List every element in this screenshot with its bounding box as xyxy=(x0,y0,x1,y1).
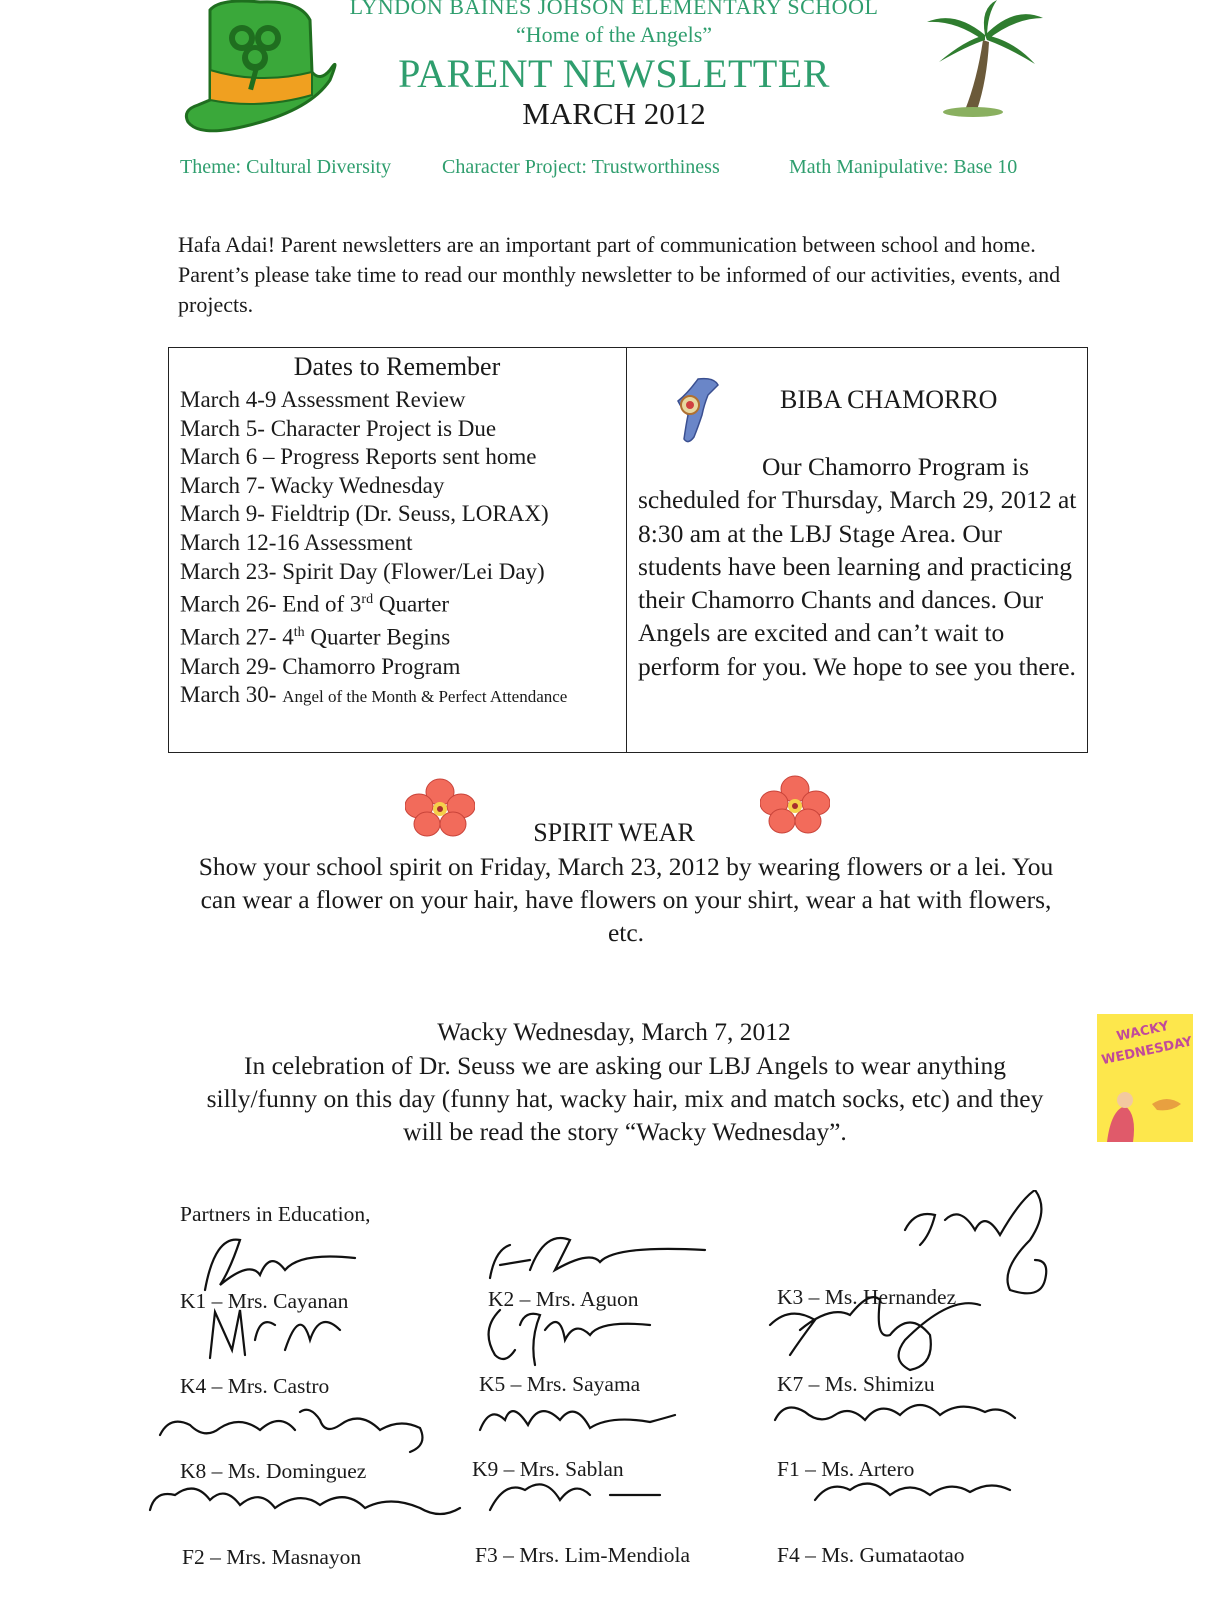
spirit-wear-title: SPIRIT WEAR xyxy=(533,818,695,847)
theme-label: Theme: Cultural Diversity xyxy=(180,156,392,178)
date-item: March 5- Character Project is Due xyxy=(180,415,497,441)
guam-island-icon xyxy=(668,375,728,452)
school-motto: “Home of the Angels” xyxy=(515,22,713,47)
partner-k2: K2 – Mrs. Aguon xyxy=(488,1287,639,1311)
biba-paragraph: Our Chamorro Program is scheduled for Thursday, March 29, 2012 at 8:30 am at the LBJ Stage Area. Our students have been learning and practicing their Chamorro Chants and dances. Our Angels are excited and can’t wait to perform for you. We hope to see you there. xyxy=(638,452,1077,681)
math-manipulative-label: Math Manipulative: Base 10 xyxy=(789,156,1018,178)
date-item: March 26- End of 3rd Quarter xyxy=(180,591,450,617)
partner-f4: F4 – Ms. Gumataotao xyxy=(777,1543,965,1567)
partner-k1: K1 – Mrs. Cayanan xyxy=(180,1289,349,1313)
partner-k3: K3 – Ms. Hernandez xyxy=(777,1285,957,1309)
date-item: March 29- Chamorro Program xyxy=(180,653,461,679)
partner-k8: K8 – Ms. Dominguez xyxy=(180,1459,367,1483)
partner-k7: K7 – Ms. Shimizu xyxy=(777,1372,935,1396)
school-name: LYNDON BAINES JOHSON ELEMENTARY SCHOOL xyxy=(349,0,879,19)
date-item: March 6 – Progress Reports sent home xyxy=(180,444,537,470)
handwritten-signatures xyxy=(0,1190,1228,1600)
partner-f3: F3 – Mrs. Lim-Mendiola xyxy=(475,1543,690,1567)
intro-paragraph: Hafa Adai! Parent newsletters are an important part of communication between school and home. Parent’s please take time to read our monthly newsletter to be informed of our activities, events, and projects. xyxy=(178,232,1061,317)
dates-list xyxy=(180,386,567,712)
partner-k4: K4 – Mrs. Castro xyxy=(180,1374,330,1398)
dates-title: Dates to Remember xyxy=(293,352,501,381)
date-item: March 23- Spirit Day (Flower/Lei Day) xyxy=(180,558,545,584)
partner-f2: F2 – Mrs. Masnayon xyxy=(182,1545,362,1569)
date-item: March 12-16 Assessment xyxy=(180,529,413,555)
date-item: March 30- Angel of the Month & Perfect Attendance xyxy=(180,682,568,708)
partner-k5: K5 – Mrs. Sayama xyxy=(479,1372,641,1396)
wacky-wednesday-paragraph: In celebration of Dr. Seuss we are asking our LBJ Angels to wear anything silly/funny on this day (funny hat, wacky hair, mix and match socks, etc) and they will be read the story “Wacky Wednesday”. xyxy=(206,1051,1044,1146)
newsletter-title: PARENT NEWSLETTER xyxy=(398,51,830,96)
wacky-wednesday-title: Wacky Wednesday, March 7, 2012 xyxy=(437,1017,791,1046)
date-item: March 7- Wacky Wednesday xyxy=(180,472,445,498)
character-project-label: Character Project: Trustworthiness xyxy=(442,156,720,178)
date-item: March 27- 4th Quarter Begins xyxy=(180,625,451,651)
box-divider xyxy=(626,347,627,753)
book-title: WACKY WEDNESDAY xyxy=(1100,1018,1194,1069)
spirit-wear-paragraph: Show your school spirit on Friday, March 23, 2012 by wearing flowers or a lei. You can wear a flower on your hair, have flowers on your shirt, wear a hat with flowers, etc. xyxy=(198,852,1054,947)
partners-title: Partners in Education, xyxy=(180,1202,371,1226)
partner-f1: F1 – Ms. Artero xyxy=(777,1457,915,1481)
date-item: March 4-9 Assessment Review xyxy=(180,387,466,412)
biba-title: BIBA CHAMORRO xyxy=(780,385,998,414)
date-item: March 9- Fieldtrip (Dr. Seuss, LORAX) xyxy=(180,501,549,527)
newsletter-month: MARCH 2012 xyxy=(522,96,706,131)
partner-k9: K9 – Mrs. Sablan xyxy=(472,1457,624,1481)
